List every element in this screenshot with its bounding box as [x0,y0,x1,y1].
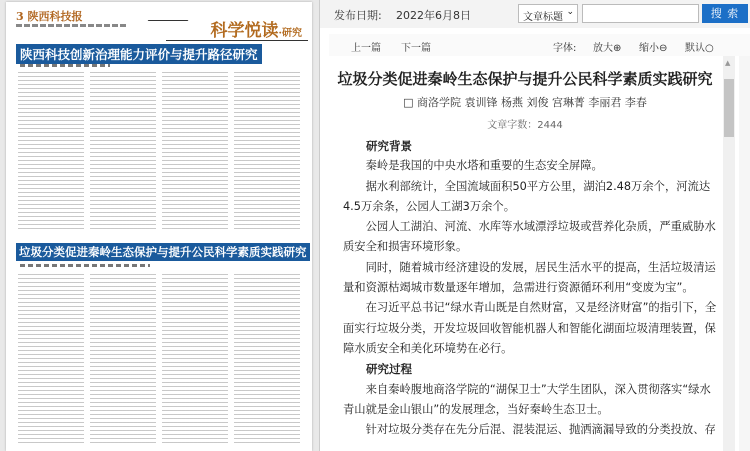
prev-article-link[interactable]: 上一篇 [351,43,381,54]
default-font-button[interactable] [685,39,714,54]
text-column [90,274,156,444]
article-authors: □ 商洛学院 袁训锋 杨燕 刘俊 宫琳菁 李丽君 李春 [403,96,647,109]
text-column [162,72,228,230]
word-count: 文章字数：2444 [487,120,563,131]
text-column [18,274,84,444]
paragraph: 公园人工湖泊、河流、水库等水域漂浮垃圾或营养化杂质，严重威胁水质安全和损害环境形象。 [343,220,716,254]
font-label: 字体: [553,43,577,54]
newspaper-sheet [6,2,312,451]
text-column [162,274,228,444]
shrink-font-button[interactable] [639,39,667,54]
circle-icon: ○ [705,43,714,54]
search-input[interactable] [582,4,699,23]
section-heading: 研究过程 [366,362,412,377]
article-content [329,56,739,451]
newspaper-page-image [0,0,320,451]
scrollbar-thumb[interactable] [724,79,734,137]
selected-option: 文章标题 [523,12,563,23]
paragraph: 在习近平总书记“绿水青山既是自然财富，又是经济财富”的指引下，全面实行垃圾分类，开发垃圾回收智能机器人和智能化湖面垃圾清理装置，保障水质安全和美化环境势在必行。 [343,301,717,355]
section-name: 科学悦读 [210,21,279,41]
text-column [234,72,300,230]
page-number: 3 [16,10,24,23]
paragraph: 据水利部统计，全国流域面积50平方公里，湖泊2.48万余个，河流达4.5万余条，公园人工湖3万余个。 [343,179,711,213]
enlarge-font-button[interactable] [593,39,621,54]
scroll-up-arrow-icon[interactable]: ▲ [725,59,731,67]
date-label: 发布日期: [334,9,382,22]
shrink-label: 缩小 [639,43,659,54]
section-heading: 研究背景 [366,139,412,153]
paragraph: 来自秦岭腹地商洛学院的“湖保卫士”大学生团队，深入贯彻落实“绿水青山就是金山银山”的发展理念，当好秦岭生态卫士。 [343,382,711,416]
byline-2 [20,264,150,267]
text-column [18,72,84,230]
paragraph: 针对垃圾分类存在先分后混、混装混运、抛洒滴漏导致的分类投放、存 [365,423,716,437]
article-nav [329,34,750,56]
paragraph: 同时，随着城市经济建设的发展，居民生活水平的提高，生活垃圾清运量和资源枯竭城市数量逐年增加，急需进行资源循环利用“变废为宝”。 [343,260,716,295]
newspaper-masthead [16,8,83,24]
text-column [90,72,156,230]
text-column [234,274,300,444]
header-rule [148,20,205,40]
scrollbar[interactable] [723,56,735,451]
section-sub: ·研究 [278,28,302,39]
section-title [211,16,302,41]
article-title: 垃圾分类促进秦岭生态保护与提升公民科学素质实践研究 [337,70,713,88]
date-value: 2022年6月8日 [396,9,471,22]
masthead-text: 陕西科技报 [27,10,83,23]
chevron-down-icon: ⌄ [566,7,574,17]
search-button[interactable]: 搜 索 [702,4,748,23]
paragraph: 秦岭是我国的中央水塔和重要的生态安全屏障。 [365,159,603,173]
headline-2[interactable]: 垃圾分类促进秦岭生态保护与提升公民科学素质实践研究 [16,243,310,261]
default-label: 默认 [685,43,705,54]
plus-circle-icon: ⊕ [613,43,622,54]
article-body [343,136,721,440]
headline-1[interactable]: 陕西科技创新治理能力评价与提升路径研究 [16,44,262,64]
minus-circle-icon: ⊖ [659,43,668,54]
enlarge-label: 放大 [593,43,613,54]
article-panel [329,34,750,451]
search-toolbar [320,0,750,28]
masthead-date-line [16,24,126,27]
next-article-link[interactable]: 下一篇 [401,43,431,54]
byline-1 [20,64,110,67]
search-field-select[interactable] [518,4,578,23]
